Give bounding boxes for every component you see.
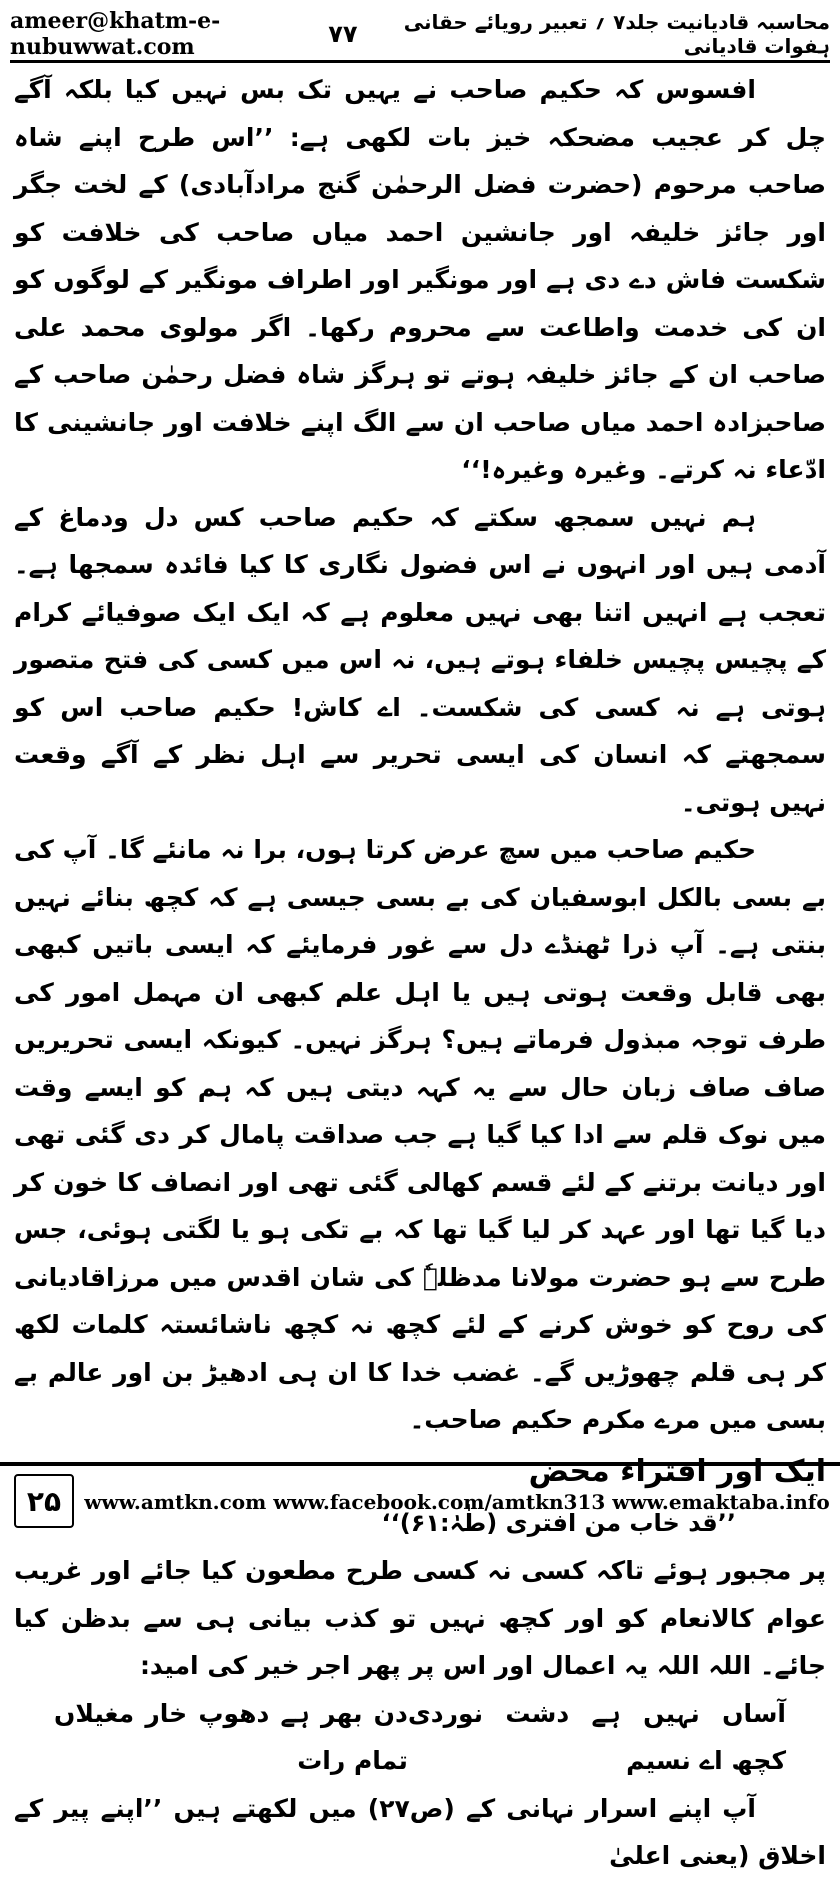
- book-title: محاسبہ قادیانیت جلد۷ ؍ تعبیر رویائے حقانی ہفوات قادیانی: [403, 10, 830, 58]
- poetry-couplet: [14, 1690, 826, 1785]
- paragraph-3: حکیم صاحب میں سچ عرض کرتا ہوں، برا نہ مانئے گا۔ آپ کی بے بسی بالکل ابوسفیان کی بے بسی جیسی ہے کہ کچھ بنائے نہیں بنتی ہے۔ آپ ذرا ٹھنڈے دل سے غور فرمایئے کہ ایسی باتیں کبھی بھی قابل وقعت ہوتی ہیں یا اہل علم کبھی ان مہمل امور کی طرف توجہ مبذول فرماتے ہیں؟ ہرگز نہیں۔ کیونکہ ایسی تحریریں صاف صاف زبان حال سے یہ کہہ دیتی ہیں کہ ہم کو ایسے وقت میں نوک قلم سے ادا کیا گیا ہے جب صداقت پامال کر دی گئی تھی اور دیانت برتنے کے لئے قسم کھالی گئی تھی اور انصاف کا خون کر دیا گیا تھا اور عہد کر لیا گیا تھا کہ بے تکی ہو یا لگتی ہوئی، جس طرح سے ہو حضرت مولانا مدظلہٗ کی شان اقدس میں مرزاقادیانی کی روح کو خوش کرنے کے لئے کچھ نہ کچھ ناشائستہ کلمات لکھ کر ہی قلم چھوڑیں گے۔ غضب خدا کا ان ہی ادھیڑ بن اور عالم بے بسی میں مرے مکرم حکیم صاحب۔: [14, 835, 826, 1434]
- header-title-group: [328, 10, 830, 58]
- poetry-second-hemistich: دن بھر ہے دھوپ خار مغیلاں تمام رات: [54, 1698, 408, 1775]
- page-footer: [0, 1462, 840, 1536]
- section-heading: ایک اور افتراء محض: [528, 1453, 826, 1489]
- header-page-label: ۷۷: [328, 20, 358, 48]
- last-line: آپ اپنے اسرار نہانی کے (ص۲۷) میں لکھتے ہیں ’’اپنے پیر کے اخلاق (یعنی اعلیٰ: [14, 1793, 826, 1870]
- paragraph-1: افسوس کہ حکیم صاحب نے یہیں تک بس نہیں کیا بلکہ آگے چل کر عجیب مضحکہ خیز بات لکھی ہے: ’’اس طرح اپنے شاہ صاحب مرحوم (حضرت فضل الرحمٰن گنج مرادآبادی) کے لخت جگر اور جائز خلیفہ اور جانشین احمد میاں صاحب کی خلافت کو شکست فاش دے دی ہے اور مونگیر اور اطراف مونگیر کے لوگوں کو ان کی خدمت واطاعت سے محروم رکھا۔ اگر مولوی محمد علی صاحب ان کے جائز خلیفہ ہوتے تو ہرگز شاہ فضل رحمٰن صاحب کے صاحبزادہ احمد میاں صاحب ان سے الگ اپنے خلافت اور جانشینی کا ادّعاء نہ کرتے۔ وغیرہ وغیرہ!‘‘: [14, 75, 826, 484]
- page-header: [10, 8, 830, 63]
- footer-links[interactable]: www.amtkn.com www.facebook.com/amtkn313 www.emaktaba.info: [84, 1490, 830, 1514]
- paragraph-2: ہم نہیں سمجھ سکتے کہ حکیم صاحب کس دل ودماغ کے آدمی ہیں اور انہوں نے اس فضول نگاری کا کیا فائدہ سمجھا ہے۔ تعجب ہے انہیں اتنا بھی نہیں معلوم ہے کہ ایک ایک صوفیائے کرام کے پچیس پچیس خلفاء ہوتے ہیں، نہ اس میں کسی کی فتح متصور ہوتی ہے نہ کسی کی شکست۔ اے کاش! حکیم صاحب اس کو سمجھتے کہ انسان کی ایسی تحریر سے اہل نظر کے آگے وقعت نہیں ہوتی۔: [14, 502, 826, 817]
- header-email[interactable]: ameer@khatm-e-nubuwwat.com: [10, 8, 221, 60]
- poetry-first-hemistich: آساں نہیں ہے دشت نوردی کچھ اے نسیم: [407, 1698, 786, 1775]
- page-number: ۲۵: [14, 1474, 74, 1528]
- paragraph-after-quote: پر مجبور ہوئے تاکہ کسی نہ کسی طرح مطعون کیا جائے اور غریب عوام کالانعام کو اور کچھ نہیں تو کذب بیانی ہی سے بدظن کیا جائے۔ اللہ اللہ یہ اعمال اور اس پر پھر اجر خیر کی امید:: [14, 1556, 826, 1680]
- quranic-quote: ’’قد خاب من افتری (طٰہٰ:۶۱)‘‘: [381, 1508, 736, 1537]
